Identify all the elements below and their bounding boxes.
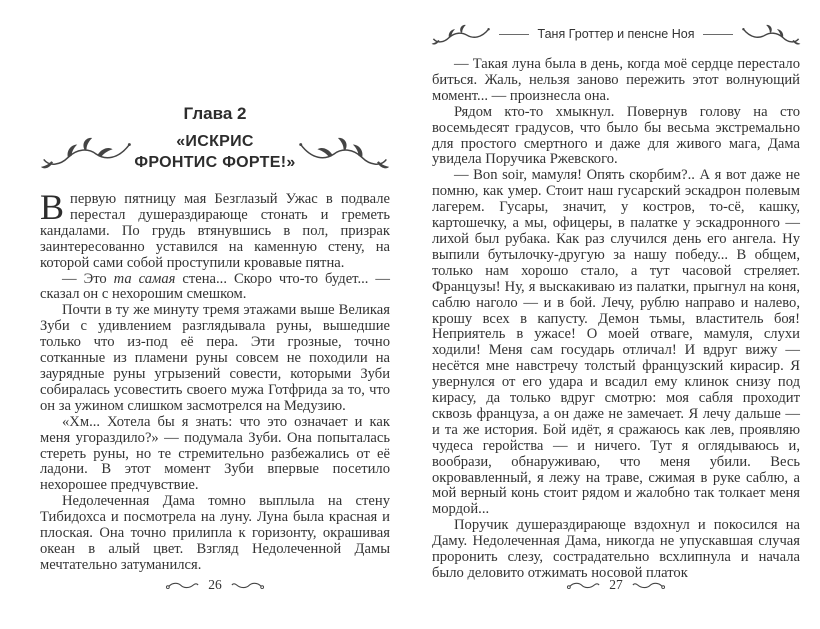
paragraph: «Хм... Хотела бы я знать: что это означает и как меня угораздило?» — подумала Зуби. Она попыталась стереть руны, но те стремительно разбежались от её ладони. В этот момент Зуби впервые посетило нехорошее предчувствие. [40, 413, 390, 494]
paragraph: Поручик душераздирающе вздохнул и покосился на Даму. Недолеченная Дама, никогда не упускавшая случая проронить слезу, сострадательно всхлипнула и начала было деловито отжимать носовой платок [432, 517, 800, 581]
right-page [432, 0, 800, 629]
paragraph: — Такая луна была в день, когда моё сердце перестало биться. Жаль, нельзя заново пережить этот волнующий момент... — произнесла она. [432, 56, 800, 104]
vine-ornament-icon [297, 130, 390, 174]
page-number: 26 [208, 577, 222, 592]
flourish-icon [566, 579, 600, 591]
flourish-icon [231, 579, 265, 591]
paragraph: Рядом кто-то хмыкнул. Повернув голову на сто восемьдесят градусов, что было бы весьма экстремально для простого смертного и даже для живого мага, Дама увидела Поручика Ржевского. [432, 103, 800, 168]
left-page [40, 0, 390, 629]
flourish-icon [632, 579, 666, 591]
page-footer [40, 577, 390, 593]
flourish-icon [165, 579, 199, 591]
paragraph: — Это та самая стена... Скоро что-то будет... — сказал он с нехорошим смешком. [40, 270, 390, 303]
paragraph: — Bon soir, мамуля! Опять скорбим?.. А я вот даже не помню, как умер. Стоит наш гусарский эскадрон полевым лагерем. Гусары, значит, у костров, то-сё, кашку, картошечку, а мы, офицеры, в палатке у эскадронного — лихой был рубака. Как раз случился день его ангела. Ну выпили бутылочку-другую за нашу победу... В общем, только нам хорошо стало, а тут часовой стреляет. Французы! Ну, я выскакиваю из палатки, прыгнул на коня, саблю наголо — и в бой. Лечу, рублю направо и налево, крошу всех в капусту. Демон тьмы, властитель боя! Неприятель в ужасе! О моей отваге, мамуля, слухи ходили! Меня сам государь отличал! И вдруг вижу — несётся мне навстречу толстый французский кирасир. Я увернулся от его удара и всадил ему клинок снизу под кирасу, да только вдруг смотрю: моя сабля проходит сквозь француза, а он даже не замечает. Я лечу дальше — и та же история. Бой идёт, я сражаюсь как лев, проявляю чудеса геройства — и ничего. Тут я оглядываюсь и, вообрази, обнаруживаю, что меня убили. Весь окровавленный, я лежу на траве, сжимая в руке саблю, а мой верный конь стоит рядом и жалобно так толкает меня мордой... [432, 167, 800, 518]
drop-cap: В [40, 187, 65, 227]
page-text [432, 57, 800, 582]
chapter-title: «ИСКРИС ФРОНТИС ФОРТЕ!» [134, 133, 296, 171]
paragraph: Недолеченная Дама томно выплыла на стену Тибидохса и посмотрела на луну. Луна была красная и плоская. Она точно прилипла к горизонту, окрашивая океан в алый цвет. Взгляд Недолеченной Дамы мечтательно затуманился. [40, 493, 390, 573]
book-title: Таня Гроттер и пенсне Ноя [537, 27, 695, 41]
vine-ornament-icon [40, 130, 133, 174]
paragraph: Почти в ту же минуту тремя этажами выше Великая Зуби с удивлением разглядывала руны, вышедшие только что из-под её пера. Эти грозные, точно сотканные из пламени руны совсем не походили на заурядные руны угрызений совести, которыми Зуби собиралась усовестить своего мужа Готфрида за то, что он за ужином слишком засмотрелся на Медузию. [40, 302, 390, 414]
page-number: 27 [609, 577, 623, 592]
paragraph: Впервую пятницу мая Безглазый Ужас в подвале перестал душераздирающе стонать и греметь кандалами. По грудь втянувшись в пол, призрак заинтересованно уставился на каменную стену, на которой сами собой проступили кровавые пятна. [40, 187, 390, 271]
page-footer [432, 577, 800, 593]
chapter-heading [40, 103, 390, 174]
page-text [40, 187, 390, 574]
chapter-label: Глава 2 [183, 104, 247, 123]
